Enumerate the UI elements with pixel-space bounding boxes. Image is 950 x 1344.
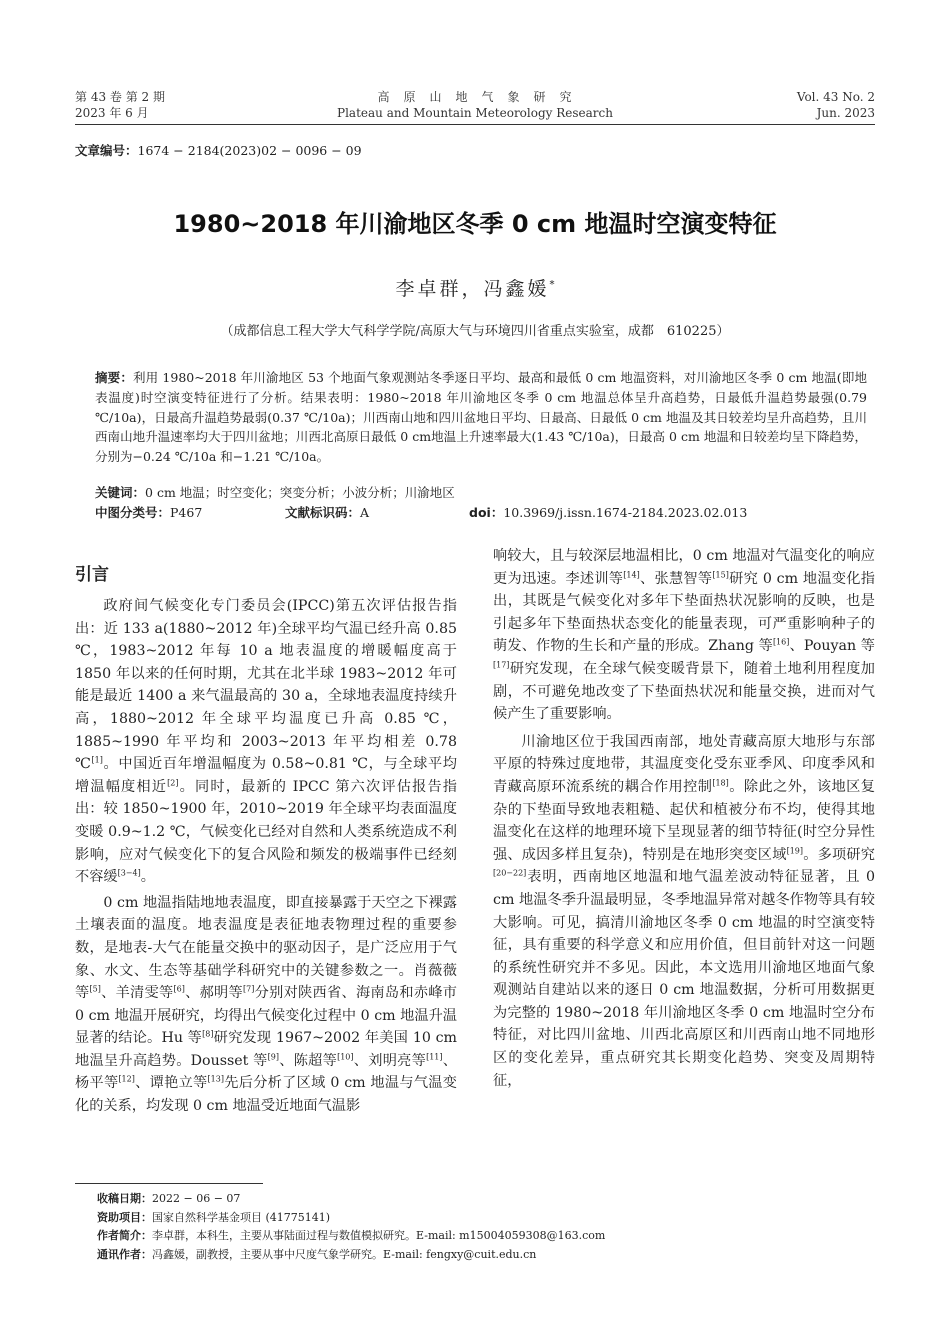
citation: [3−4] <box>117 868 141 878</box>
keywords-text: 0 cm 地温；时空变化；突变分析；小波分析；川渝地区 <box>145 485 455 500</box>
citation: [10] <box>337 1052 354 1062</box>
footnote-rule <box>75 1183 263 1184</box>
citation: [5] <box>89 984 101 994</box>
citation: [11] <box>426 1052 443 1062</box>
abstract <box>95 368 867 467</box>
footnote-label: 收稿日期： <box>97 1192 152 1205</box>
text: 研究发现，在全球气候变暖背景下，随着土地利用程度加剧，不可避免地改变了下垫面热状况和能量交换，进而对气候产生了重要影响。 <box>493 660 875 723</box>
issue-volume-en: Vol. 43 No. 2 <box>796 90 875 104</box>
keywords-label: 关键词： <box>95 485 146 500</box>
journal-name-cn: 高 原 山 地 气 象 研 究 <box>377 90 573 104</box>
footnote-label: 通讯作者： <box>97 1247 152 1261</box>
doi-value: 10.3969/j.issn.1674-2184.2023.02.013 <box>503 505 748 520</box>
citation: [6] <box>173 984 185 994</box>
header-rule <box>75 124 875 125</box>
text: 。中国近百年增温幅度为 0.58~0.81 ℃，与全球平均增温幅度相近 <box>75 756 457 795</box>
abstract-text: 利用 1980~2018 年川渝地区 53 个地面气象观测站冬季逐日平均、最高和最低 0 cm 地温资料，对川渝地区冬季 0 cm 地温(即地表温度)时空演变特征进行了分析。结果表明：1980~2018 年川渝地区冬季 0 cm 地温总体呈升高趋势，日最低升温趋势最强(0.79 ℃/10a)，日最高升温趋势最弱(0.37 ℃/10a)；川西南山地和四川盆地日平均、日最高、日最低 0 cm 地温及其日较差均呈升高趋势，且川西南山地升温速率均大于四川盆地；川西北高原日最低 0 cm地温上升速率最大(1.43 ℃/10a)，日最高 0 cm 地温和日较差均呈下降趋势，分别为−0.24 ℃/10a 和−1.21 ℃/10a。 <box>95 370 867 465</box>
right-column <box>493 545 875 1092</box>
citation: [17] <box>493 660 510 670</box>
article-number <box>75 141 362 159</box>
journal-name-en: Plateau and Mountain Meteorology Research <box>337 106 613 120</box>
citation: [14] <box>623 569 640 579</box>
citation: [15] <box>712 569 729 579</box>
text: 研究 0 cm 地温变化指出，其既是气候变化对多年下垫面热状况影响的反映，也是引起多年下垫面热状态变化的能量表现，可严重影响种子的萌发、作物的生长和产量的形成。Zhang 等 <box>493 570 875 655</box>
footnote-value: 冯鑫媛，副教授，主要从事中尺度气象学研究。E-mail: fengxy@cuit.edu.cn <box>152 1247 537 1261</box>
citation: [12] <box>118 1074 135 1084</box>
document-code <box>285 503 369 522</box>
text: 。同时，最新的 IPCC 第六次评估报告指出：较 1850~1900 年，2010~2019 年全球平均表面温度变暖 0.9~1.2 ℃，气候变化已经对自然和人类系统造成不利影响，应对气候变化下的复合风险和频发的极端事件已经刻不容缓 <box>75 778 457 886</box>
doi <box>469 503 747 522</box>
text: 、杨平等 <box>75 1052 457 1092</box>
text: 政府间气候变化专门委员会(IPCC)第五次评估报告指出：近 133 a(1880~2012 年)全球平均气温已经升高 0.85 ℃，1983~2012 年每 10 a 地表温度的增暖幅度高于 1850 年以来的任何时期，尤其在北半球 1983~2012 年可能是最近 1400 a 来气温最高的 30 a，全球地表温度持续升高，1880~2012 年全球平均温度已升高 0.85 ℃，1885~1990 年平均和 2003~2013 年平均相差 0.78 ℃ <box>75 598 457 773</box>
author-list <box>75 274 875 301</box>
text: 研究发现 1967~2002 年美国 10 cm 地温呈升高趋势。Dousset 等 <box>75 1030 458 1069</box>
issue-date-en: Jun. 2023 <box>816 106 875 120</box>
section-heading-introduction: 引言 <box>75 565 109 585</box>
text: 、刘明亮等 <box>353 1052 427 1069</box>
footnote-value: 2022 − 06 − 07 <box>152 1192 241 1205</box>
clc-value: P467 <box>170 505 203 520</box>
article-number-label: 文章编号： <box>75 143 138 158</box>
text: 表明，西南地区地温和地气温差波动特征显著，且 0 cm 地温冬季升温最明显，冬季地温异常对越冬作物等具有较大影响。可见，搞清川渝地区冬季 0 cm 地温的时空演变特征，具有重要的科学意义和应用价值，但目前针对这一问题的系统性研究并不多见。因此，本文选用川渝地区地面气象观测站自建站以来的逐日 0 cm 地温数据，分析可用数据更为完整的 1980~2018 年川渝地区冬季 0 cm 地温时空分布特征，对比四川盆地、川西北高原区和川西南山地不同地形区的变化差异，重点研究其长期变化趋势、突变及周期特征， <box>493 869 875 1089</box>
text: 、谭艳立等 <box>134 1075 208 1092</box>
citation: [13] <box>207 1074 224 1084</box>
journal-issue <box>75 89 165 121</box>
citation: [9] <box>267 1052 279 1062</box>
text: 、陈超等 <box>278 1052 338 1069</box>
paragraph <box>493 545 875 726</box>
citation: [2] <box>167 778 179 788</box>
paragraph <box>75 595 457 889</box>
corresponding-author-mark: * <box>549 279 555 291</box>
paper-title: 1980~2018 年川渝地区冬季 0 cm 地温时空演变特征 <box>173 210 777 238</box>
text: 先后分析了区域 0 cm 地温与气温变化的关系，均发现 0 cm 地温受近地面气温影 <box>75 1075 457 1115</box>
paragraph <box>493 731 875 1093</box>
left-column <box>75 595 457 1118</box>
text: 。除此之外，该地区复杂的下垫面导致地表粗糙、起伏和植被分布不均，使得其地温变化在这样的地理环境下呈现显著的细节特征(时空分异性强、成因多样且复杂)，特别是在地形突变区域 <box>493 778 875 863</box>
citation: [16] <box>772 637 790 647</box>
author-introduction <box>97 1227 877 1246</box>
paragraph <box>75 892 457 1118</box>
text: 。 <box>140 869 155 886</box>
abstract-label: 摘要： <box>95 370 133 385</box>
citation: [1] <box>91 755 103 765</box>
citation: [8] <box>202 1029 214 1039</box>
received-date <box>97 1190 877 1209</box>
document-code-value: A <box>360 505 370 520</box>
text: 0 cm 地温指陆地地表温度，即直接暴露于天空之下裸露土壤表面的温度。地表温度是表征地表物理过程的重要参数，是地表-大气在能量交换中的驱动因子，是广泛应用于气象、水文、生态等基础学科研究中的关键参数之一。肖薇薇等 <box>75 894 457 1002</box>
journal-name <box>275 89 675 121</box>
citation: [18] <box>712 778 729 788</box>
footnote-label: 作者简介： <box>97 1229 152 1242</box>
citation: [7] <box>243 984 255 994</box>
author-names: 李卓群，冯鑫媛 <box>395 278 550 300</box>
text: 川渝地区位于我国西南部，地处青藏高原大地形与东部平原的特殊过度地带，其温度变化受东亚季风、印度季风和青藏高原环流系统的耦合作用控制 <box>493 733 875 795</box>
corresponding-author <box>97 1246 877 1265</box>
footnote-value: 李卓群，本科生，主要从事陆面过程与数值模拟研究。E-mail: m15004059308@163.com <box>152 1229 606 1242</box>
funding <box>97 1209 877 1228</box>
issue-volume: 第 43 卷 第 2 期 <box>75 90 165 104</box>
footnotes <box>97 1190 877 1264</box>
journal-issue-en <box>797 89 875 121</box>
issue-date: 2023 年 6 月 <box>75 106 149 120</box>
footnote-value: 国家自然科学基金项目 (41775141) <box>152 1210 331 1224</box>
text: 、羊清雯等 <box>100 985 174 1002</box>
clc-number <box>95 503 202 522</box>
text: 、郝明等 <box>184 985 244 1002</box>
doi-label: doi： <box>469 505 504 520</box>
article-number-value: 1674 − 2184(2023)02 − 0096 − 09 <box>137 143 362 158</box>
clc-label: 中图分类号： <box>95 505 171 520</box>
citation: [19] <box>786 845 804 855</box>
text: 分别对陕西省、海南岛和赤峰市 0 cm 地温开展研究，均得出气候变化过程中 0 cm 地温升温显著的结论。Hu 等 <box>75 985 457 1047</box>
text: 、张慧智等 <box>639 570 713 587</box>
text: 、Pouyan 等 <box>789 638 875 655</box>
footnote-label: 资助项目： <box>97 1210 152 1224</box>
text: 。多项研究 <box>803 846 875 863</box>
affiliation: （成都信息工程大学大气科学学院/高原大气与环境四川省重点实验室，成都 610225） <box>220 324 730 339</box>
citation: [20−22] <box>493 868 527 878</box>
text: 响较大，且与较深层地温相比，0 cm 地温对气温变化的响应更为迅速。李述训等 <box>493 548 875 587</box>
keywords <box>95 483 867 502</box>
document-code-label: 文献标识码： <box>285 505 361 520</box>
